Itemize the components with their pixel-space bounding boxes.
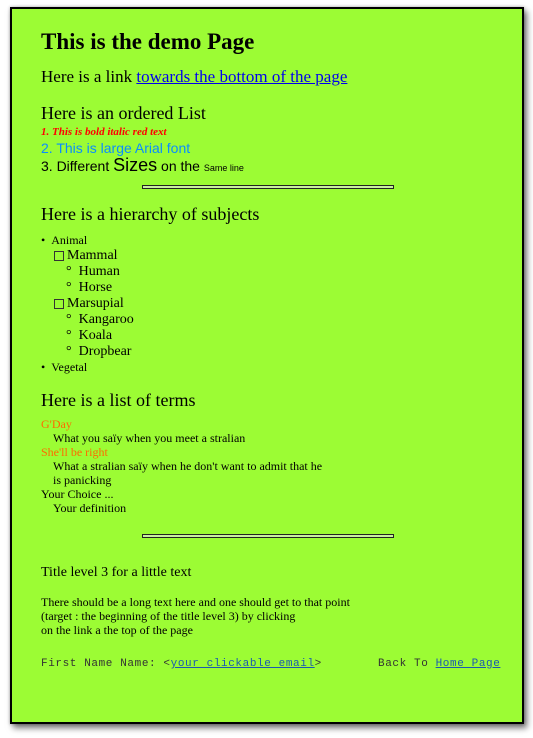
term-1: G'Day [41, 417, 72, 431]
animal-label: Animal [51, 233, 88, 247]
page-frame [10, 7, 524, 724]
section3-line-1: There should be a long text here and one should get to that point [41, 595, 350, 609]
footer-contact [41, 658, 322, 670]
bullet-icon: • [41, 233, 52, 247]
item3-part-d: Same line [203, 163, 244, 173]
back-to-label: Back To [378, 658, 436, 670]
hier-marsupial [54, 296, 124, 312]
terms-heading: Here is a list of terms [41, 390, 196, 410]
ordered-item-2: 2. This is large Arial font [41, 140, 191, 156]
hierarchy-heading: Here is a hierarchy of subjects [41, 204, 260, 224]
ordered-item-1: 1. This is bold italic red text [41, 126, 167, 138]
circle-bullet-icon: ° [66, 264, 79, 279]
kangaroo-label: Kangaroo [78, 312, 134, 327]
ordered-list-heading: Here is an ordered List [41, 103, 206, 123]
definition-1: What you saïy when you meet a stralian [53, 431, 246, 445]
item3-part-a: 3. Different [41, 158, 114, 174]
term-3: Your Choice ... [41, 487, 114, 501]
hier-animal [41, 233, 87, 248]
intro-text: Here is a link [41, 67, 137, 86]
circle-bullet-icon: ° [66, 328, 79, 343]
horse-label: Horse [78, 280, 113, 295]
divider-1 [142, 185, 394, 189]
circle-bullet-icon: ° [66, 280, 79, 295]
koala-label: Koala [78, 328, 113, 343]
footer-name-suffix: > [314, 658, 322, 670]
bullet-icon: • [41, 360, 52, 374]
circle-bullet-icon: ° [66, 344, 79, 359]
definition-3: Your definition [53, 501, 127, 515]
item3-part-b: Sizes [113, 155, 158, 175]
vegetal-label: Vegetal [51, 360, 88, 374]
section3-line-3: on the link a the top of the page [41, 623, 193, 637]
divider-2 [142, 534, 394, 538]
human-label: Human [78, 264, 120, 279]
definition-2-line-1: What a stralian saïy when he don't want to admit that he [53, 459, 323, 473]
bottom-link[interactable]: towards the bottom of the page [136, 67, 348, 86]
marsupial-label: Marsupial [67, 296, 124, 311]
circle-bullet-icon: ° [66, 312, 79, 327]
hier-vegetal [41, 360, 87, 375]
mammal-label: Mammal [67, 248, 118, 263]
dropbear-label: Dropbear [78, 344, 132, 359]
square-bullet-icon [54, 251, 64, 261]
footer-back [378, 658, 500, 670]
ordered-item-3 [41, 155, 244, 176]
intro-line [41, 67, 347, 87]
hier-human [66, 264, 120, 280]
item3-part-c: on the [157, 158, 204, 174]
hier-mammal [54, 248, 118, 264]
definition-2-line-2: is panicking [53, 473, 112, 487]
section3-heading: Title level 3 for a little text [41, 565, 192, 580]
term-2: She'll be right [41, 445, 108, 459]
hier-dropbear [66, 344, 131, 360]
section3-line-2: (target : the beginning of the title level 3) by clicking [41, 609, 296, 623]
hier-kangaroo [66, 312, 134, 328]
page-title: This is the demo Page [41, 29, 255, 54]
home-page-link[interactable]: Home Page [435, 658, 501, 670]
hier-horse [66, 280, 112, 296]
hier-koala [66, 328, 112, 344]
email-link[interactable]: your clickable email [170, 658, 315, 670]
footer-name-prefix: First Name Name: < [41, 658, 171, 670]
square-bullet-icon [54, 299, 64, 309]
